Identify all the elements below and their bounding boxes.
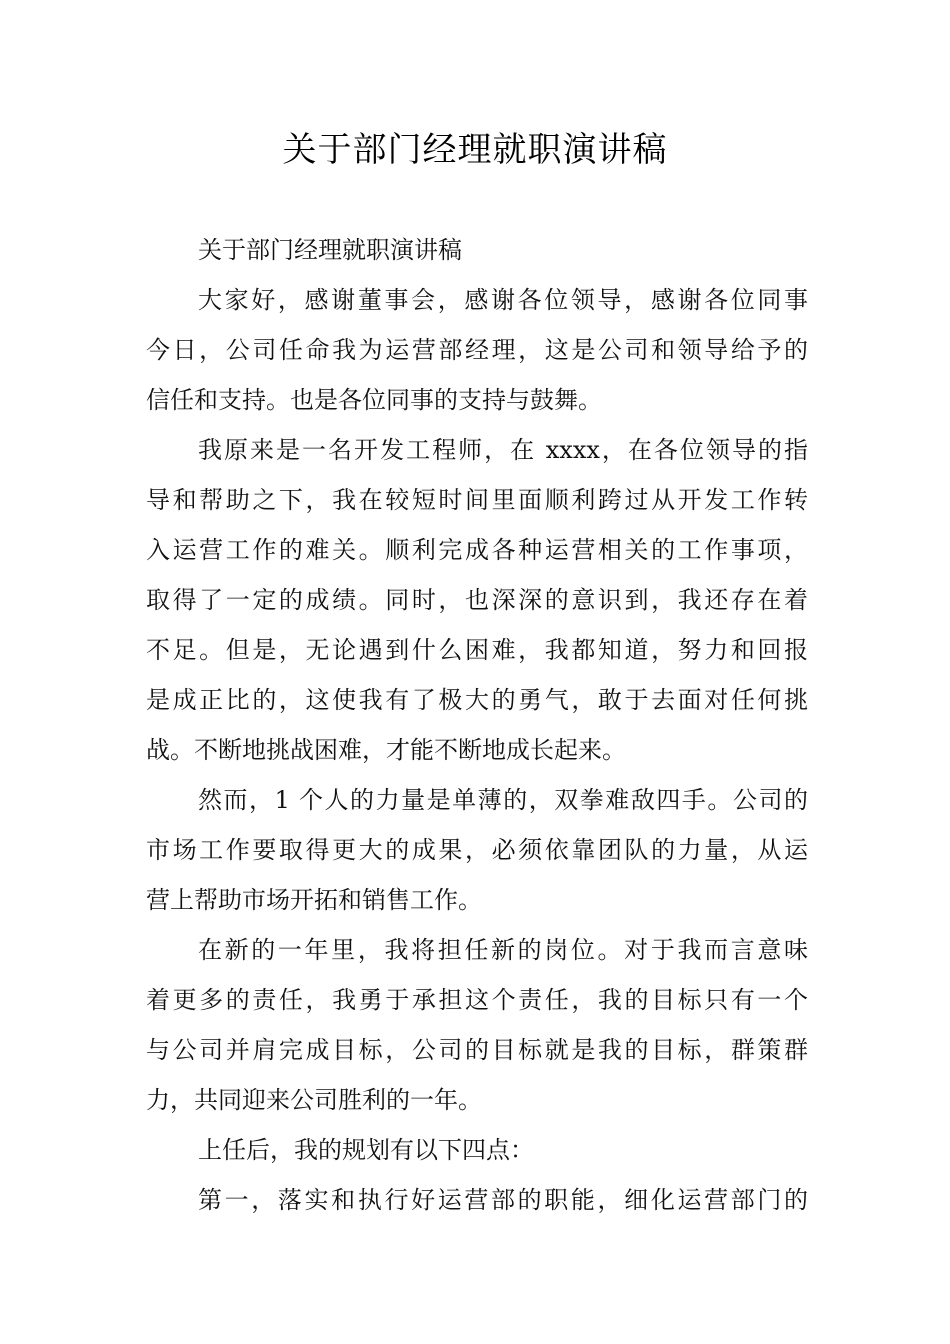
body-text-line: 市场工作要取得更大的成果，必须依靠团队的力量，从运 (146, 836, 808, 864)
body-text-line: 是成正比的，这使我有了极大的勇气，敢于去面对任何挑 (146, 686, 808, 714)
body-text-line: 我原来是一名开发工程师，在 xxxx，在各位领导的指 (198, 436, 808, 464)
body-text-line: 大家好，感谢董事会，感谢各位领导，感谢各位同事 (198, 286, 808, 314)
body-text-line: 入运营工作的难关。顺利完成各种运营相关的工作事项， (146, 536, 808, 564)
body-text-line: 不足。但是，无论遇到什么困难，我都知道，努力和回报 (146, 636, 808, 664)
document-body (146, 225, 808, 1225)
body-text-line: 关于部门经理就职演讲稿 (198, 236, 462, 264)
body-text-line: 信任和支持。也是各位同事的支持与鼓舞。 (146, 386, 602, 414)
body-text-line: 战。不断地挑战困难，才能不断地成长起来。 (146, 736, 626, 764)
body-text-line: 然而，1 个人的力量是单薄的，双拳难敌四手。公司的 (198, 786, 808, 814)
body-text-line: 着更多的责任，我勇于承担这个责任，我的目标只有一个 (146, 986, 808, 1014)
body-text-line: 第一，落实和执行好运营部的职能，细化运营部门的 (198, 1186, 808, 1214)
body-text-line: 在新的一年里，我将担任新的岗位。对于我而言意味 (198, 936, 808, 964)
body-text-line: 力，共同迎来公司胜利的一年。 (146, 1086, 482, 1114)
body-text-line: 取得了一定的成绩。同时，也深深的意识到，我还存在着 (146, 586, 808, 614)
body-text-line: 上任后，我的规划有以下四点： (198, 1136, 534, 1164)
body-text-line: 导和帮助之下，我在较短时间里面顺利跨过从开发工作转 (146, 486, 808, 514)
document-title: 关于部门经理就职演讲稿 (282, 130, 668, 170)
body-text-line: 与公司并肩完成目标，公司的目标就是我的目标，群策群 (146, 1036, 808, 1064)
body-text-line: 今日，公司任命我为运营部经理，这是公司和领导给予的 (146, 336, 808, 364)
body-text-line: 营上帮助市场开拓和销售工作。 (146, 886, 482, 914)
